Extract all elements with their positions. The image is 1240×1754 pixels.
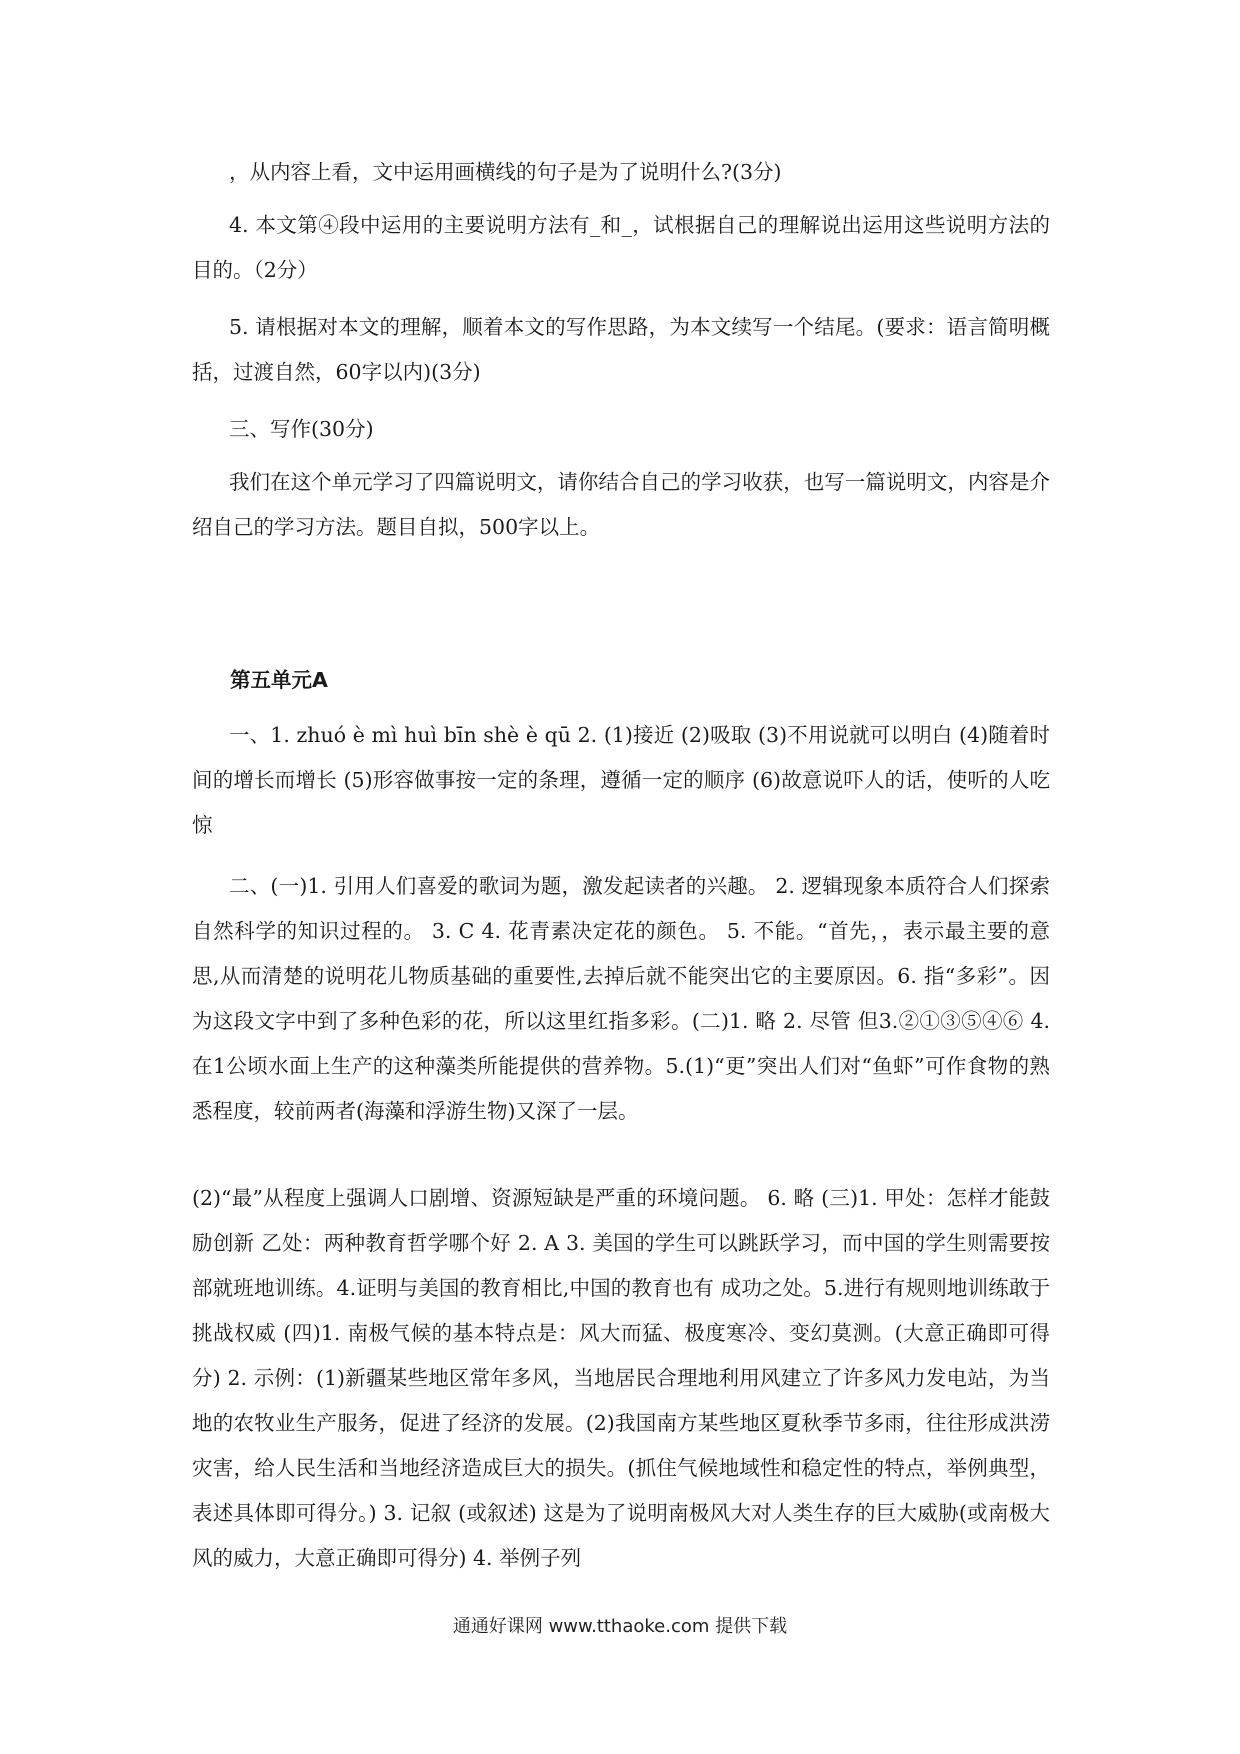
writing-section-title: 三、写作(30分) [229, 417, 374, 441]
page-footer: 通通好课网 www.tthaoke.com 提供下载 [452, 1616, 788, 1637]
answers-heading: 第五单元A [230, 668, 328, 692]
writing-prompt: 我们在这个单元学习了四篇说明文，请你结合自己的学习收获，也写一篇说明文，内容是介绍自己的学习方法。题目自拟，500字以上。 [192, 470, 1050, 539]
question-5: 5. 请根据对本文的理解，顺着本文的写作思路，为本文续写一个结尾。(要求：语言简明概括，过渡自然，60字以内)(3分) [192, 315, 1050, 384]
answers-part-2a: 二、(一)1. 引用人们喜爱的歌词为题，激发起读者的兴趣。 2. 逻辑现象本质符合人们探索自然科学的知识过程的。 3. C 4. 花青素决定花的颜色。 5. 不能。“首先，，表示最主要的意思,从而清楚的说明花儿物质基础的重要性,去掉后就不能突出它的主要原因。6. 指“多彩”。因为这段文字中到了多种色彩的花，所以这里红指多彩。(二)1. 略 2. 尽管 但3.②①③⑤④⑥ 4.在1公顷水面上生产的这种藻类所能提供的营养物。5.(1)“更”突出人们对“鱼虾”可作食物的熟悉程度，较前两者(海藻和浮游生物)又深了一层。 [192, 874, 1050, 1123]
answers-part-1: 一、1. zhuó è mì huì bīn shè è qū 2. (1)接近 (2)吸取 (3)不用说就可以明白 (4)随着时间的增长而增长 (5)形容做事按一定的条理，遵循一定的顺序 (6)故意说吓人的话，使听的人吃惊 [192, 723, 1050, 837]
question-4: 4. 本文第④段中运用的主要说明方法有_和_，试根据自己的理解说出运用这些说明方法的目的。（2分） [192, 213, 1050, 282]
question-3-tail: ，从内容上看，文中运用画横线的句子是为了说明什么?(3分) [229, 160, 782, 184]
answers-part-2b: (2)“最”从程度上强调人口剧增、资源短缺是严重的环境问题。 6. 略 (三)1. 甲处：怎样才能鼓励创新 乙处：两种教育哲学哪个好 2. A 3. 美国的学生可以跳跃学习，而中国的学生则需要按部就班地训练。4.证明与美国的教育相比,中国的教育也有 成功之处。5.进行有规则地训练敢于挑战权威 (四)1. 南极气候的基本特点是：风大而猛、极度寒冷、变幻莫测。(大意正确即可得分) 2. 示例：(1)新疆某些地区常年多风，当地居民合理地利用风建立了许多风力发电站，为当地的农牧业生产服务，促进了经济的发展。(2)我国南方某些地区夏秋季节多雨，往往形成洪涝灾害，给人民生活和当地经济造成巨大的损失。(抓住气候地域性和稳定性的特点，举例典型，表述具体即可得分。) 3. 记叙 (或叙述) 这是为了说明南极风大对人类生存的巨大威胁(或南极大风的威力，大意正确即可得分) 4. 举例子列 [192, 1186, 1050, 1570]
